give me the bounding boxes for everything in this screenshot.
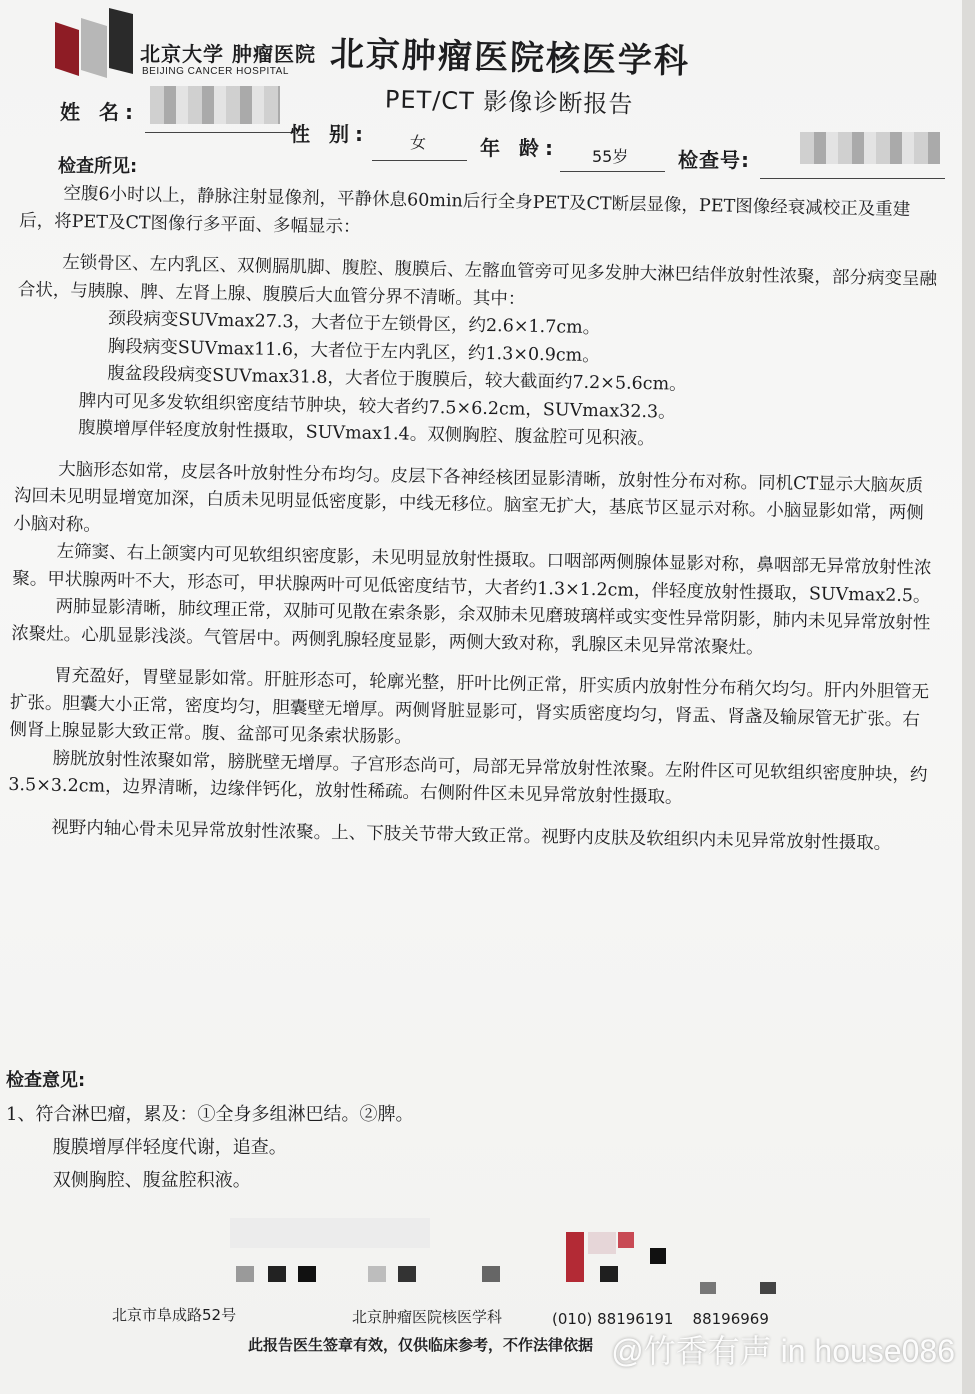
finding-paragraph: 左筛窦、右上颌窦内可见软组织密度影，未见明显放射性摄取。口咽部两侧腺体显影对称，鼻咽部无异常放射性浓聚。甲状腺两叶不大，形态可，甲状腺两叶可见低密度结节，大者约1.3×1.2cm，伴轻度放射性摄取，SUVmax2.5。 xyxy=(12,541,932,607)
finding-line: 脾内可见多发软组织密度结节肿块，较大者约7.5×6.2cm，SUVmax32.3。 xyxy=(78,390,676,423)
conclusion-body xyxy=(6,1098,906,1197)
watermark: @竹香有声 in house086 xyxy=(611,1333,955,1369)
finding-line: 腹膜增厚伴轻度放射性摄取，SUVmax1.4。双侧胸腔、腹盆腔可见积液。 xyxy=(78,418,655,450)
footer-note: 此报告医生签章有效，仅供临床参考，不作法律依据 xyxy=(248,1336,594,1354)
footer-address: 北京市阜成路52号 xyxy=(112,1306,237,1324)
redacted-name xyxy=(150,86,280,124)
hospital-logo xyxy=(55,8,135,78)
age-label: 年 龄: xyxy=(480,136,559,160)
footer-phone: (010) 88196191 88196969 xyxy=(552,1310,769,1328)
sex-label: 性 别: xyxy=(290,122,369,146)
report-subtitle: PET/CT 影像诊断报告 xyxy=(384,85,634,119)
findings-heading: 检查所见: xyxy=(58,156,138,177)
exam-id-label: 检查号: xyxy=(678,148,750,172)
finding-paragraph: 视野内轴心骨未见异常放射性浓聚。上、下肢关节带大致正常。视野内皮肤及软组织内未见异常放射性摄取。 xyxy=(51,817,892,854)
logo-chinese-name: 北京大学 肿瘤医院 xyxy=(140,42,316,66)
conclusion-heading: 检查意见: xyxy=(6,1070,86,1091)
exam-id-underline xyxy=(760,178,945,179)
finding-paragraph: 左锁骨区、左内乳区、双侧膈肌脚、腹腔、腹膜后、左髂血管旁可见多发肿大淋巴结伴放射性浓聚，部分病变呈融合状，与胰腺、脾、左肾上腺、腹膜后大血管分界不清晰。其中： xyxy=(17,252,938,310)
finding-line: 胸段病变SUVmax11.6，大者位于左内乳区，约1.3×0.9cm。 xyxy=(107,336,600,366)
finding-line: 颈段病变SUVmax27.3，大者位于左锁骨区，约2.6×1.7cm。 xyxy=(108,308,601,339)
logo-english-name: BEIJING CANCER HOSPITAL xyxy=(142,66,289,77)
redacted-exam-id xyxy=(800,132,940,164)
conclusion-line: 腹膜增厚伴轻度代谢，追查。 xyxy=(52,1137,287,1158)
page-edge xyxy=(962,0,975,1394)
finding-paragraph: 两肺显影清晰，肺纹理正常，双肺可见散在索条影，余双肺未见磨玻璃样或实变性异常阴影，肺内未见异常放射性浓聚灶。心肌显影浅淡。气管居中。两侧乳腺轻度显影，两侧大致对称，乳腺区未见异常浓聚灶。 xyxy=(11,596,931,658)
footer-department: 北京肿瘤医院核医学科 xyxy=(352,1308,503,1326)
age-underline xyxy=(560,171,665,172)
conclusion-line: 1、符合淋巴瘤，累及：①全身多组淋巴结。②脾。 xyxy=(6,1104,414,1125)
name-label: 姓 名: xyxy=(60,100,139,124)
findings-body xyxy=(7,180,940,859)
finding-paragraph: 胃充盈好，胃壁显影如常。肝脏形态可，轮廓光整，肝叶比例正常，肝实质内放射性分布稍欠均匀。肝内外胆管无扩张。胆囊大小正常，密度均匀，胆囊壁无增厚。两侧肾脏显影可，肾实质密度均匀，肾盂、肾盏及输尿管无扩张。右侧肾上腺显影大致正常。腹、盆部可见条索状肠影。 xyxy=(9,665,930,748)
name-underline xyxy=(145,132,295,133)
conclusion-line: 双侧胸腔、腹盆腔积液。 xyxy=(52,1170,251,1191)
finding-paragraph: 大脑形态如常，皮层各叶放射性分布均匀。皮层下各神经核团显影清晰，放射性分布对称。同机CT显示大脑灰质沟回未见明显增宽加深，白质未见明显低密度影，中线无移位。脑室无扩大，基底节区显示对称。小脑显影如常，两侧小脑对称。 xyxy=(13,459,924,536)
sex-underline xyxy=(372,160,467,161)
report-title: 北京肿瘤医院核医学科 xyxy=(329,34,691,82)
finding-paragraph: 膀胱放射性浓聚如常，膀胱壁无增厚。子宫形态尚可，局部无异常放射性浓聚。左附件区可见软组织密度肿块，约3.5×3.2cm，边界清晰，边缘伴钙化，放射性稀疏。右侧附件区未见异常放射性摄取。 xyxy=(8,748,928,808)
finding-paragraph: 空腹6小时以上，静脉注射显像剂，平静休息60min后行全身PET及CT断层显像，PET图像经衰减校正及重建后，将PET及CT图像行多平面、多幅显示： xyxy=(19,183,911,238)
age-value: 55岁 xyxy=(592,147,629,166)
finding-line: 腹盆段段病变SUVmax31.8，大者位于腹膜后，较大截面约7.2×5.6cm。 xyxy=(107,363,687,395)
sex-value: 女 xyxy=(410,133,427,152)
